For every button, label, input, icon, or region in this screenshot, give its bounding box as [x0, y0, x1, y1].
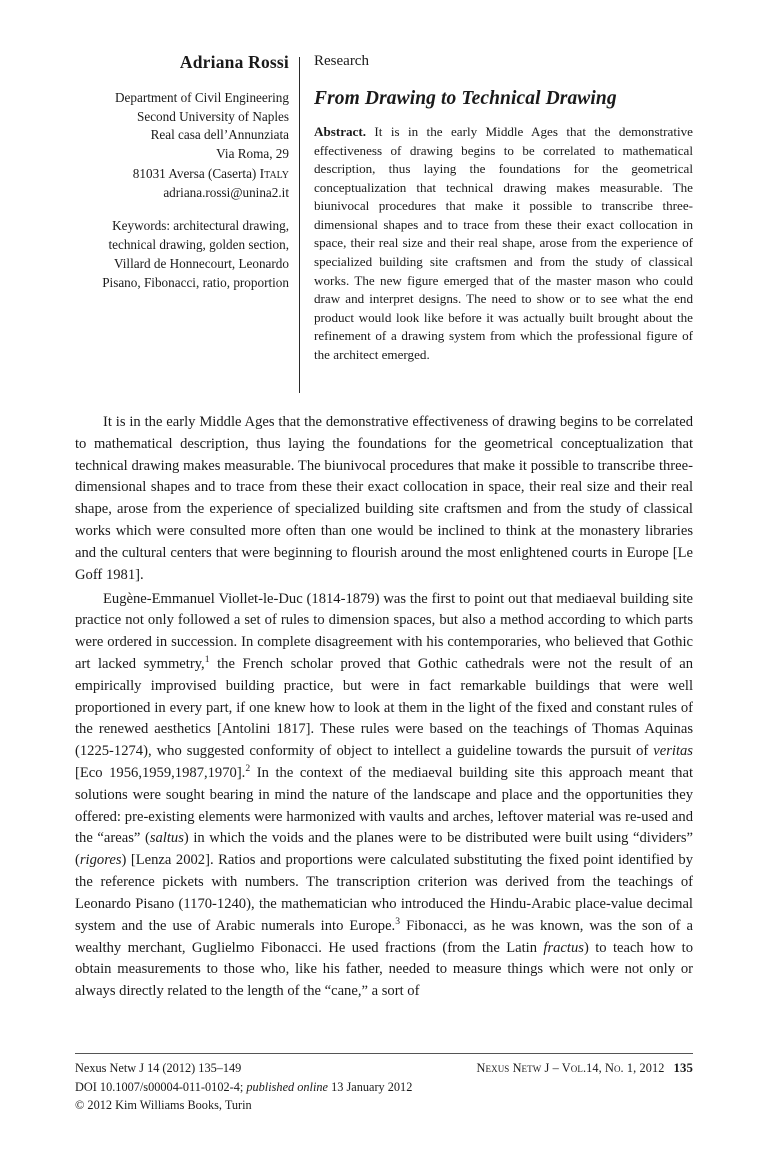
paragraph2-seg4: In the context of the mediaeval building site this approach meant that solutions were sought bearing in mind the nature of the landscape and place and the opportunities they offered: pre-existing elements were harmonized with vaults and arches, leftover material was re-used and the “areas” (: [75, 765, 693, 847]
affiliation-city-line: [75, 164, 289, 184]
footer-citation: Nexus Netw J 14 (2012) 135–149: [75, 1061, 242, 1075]
paragraph2-seg7: Fibonacci, as he was known, was the son of a wealthy merchant, Guglielmo Fibonacci. He used fractions (from the Latin: [75, 917, 694, 956]
abstract-text: It is in the early Middle Ages that the demonstrative effectiveness of drawing begins to be correlated to mathematical description, thus laying the foundations for the geometrical conceptualization that technical drawing makes measurable. The biunivocal procedures that make it possible to transcribe three-dimensional shapes and to trace from these their exact collocation in space, their real size and their real shape, arose from the experience of specialized building site craftsmen and from the study of classical works. The new figure emerged that of the master mason who could draw and interpret designs. The need to show or to see what the end product would look like before it was actually built brought about the refinement of a drawing system from which the professional figure of the architect emerged.: [314, 124, 693, 362]
body-paragraph-1: It is in the early Middle Ages that the demonstrative effectiveness of drawing begins to be correlated to mathematical description, thus laying the foundations for the geometrical conceptualization that technical drawing makes measurable. The biunivocal procedures that make it possible to transcribe three-dimensional shapes and to trace from these their exact collocation in space, their real size and their real shape, arose from the experience of specialized building site craftsmen and from the study of classical works which were consulted more often than one would be inclined to think at the monastery libraries and the cultural centers that were beginning to flourish around the most enlightened courts in Europe [Le Goff 1981].: [75, 414, 693, 583]
footer-copyright: © 2012 Kim Williams Books, Turin: [75, 1098, 252, 1113]
paragraph2-seg3: [Eco 1956,1959,1987,1970].: [75, 765, 246, 781]
affiliation-line: Second University of Naples: [137, 108, 289, 124]
author-block: [75, 52, 299, 292]
page-footer: [75, 1053, 693, 1114]
affiliation-line: Department of Civil Engineering: [115, 90, 289, 105]
abstract-block: [314, 123, 693, 364]
paragraph2-seg6: ) [Lenza 2002]. Ratios and proportions were calculated substituting the fixed point identified by the reference pickets with numbers. The transcription criterion was derived from the teachings of Leonardo Pisano (1170-1240), the mathematician who introduced the Hindu-Arabic place-value decimal system and the use of Arabic numerals into Europe.: [75, 852, 693, 934]
footer-divider: [75, 1053, 693, 1054]
doi-prefix: DOI 10.1007/s00004-011-0102-4;: [75, 1079, 247, 1094]
affiliation-line: Real casa dell’Annunziata: [150, 127, 289, 143]
footer-top-row: [75, 1059, 693, 1078]
article-header: [75, 52, 693, 393]
author-affiliation: [75, 89, 289, 202]
doi-published-online-label: published online: [246, 1079, 328, 1094]
doi-date: 13 January 2012: [328, 1079, 413, 1094]
latin-term-rigores: rigores: [79, 852, 122, 869]
country-text: Italy: [259, 165, 289, 181]
footer-doi-line: [75, 1078, 693, 1096]
paragraph2-seg1: Eugène-Emmanuel Viollet-le-Duc (1814-1879) was the first to point out that mediaeval building site practice not only followed a set of rules to dimension spaces, but also a method according to which parts were ordered in succession. In complete disagreement with his contemporaries, who believed that Gothic art lacked symmetry,: [75, 590, 693, 672]
author-email[interactable]: adriana.rossi@unina2.it: [163, 184, 289, 200]
paragraph2-seg8: ) to teach how to obtain measurements to those who, like his father, needed to measure things which were not only or always directly related to the length of the “cane,” a sort of: [75, 939, 693, 1000]
latin-term-veritas: veritas: [653, 743, 693, 760]
footnote-marker-1[interactable]: 1: [204, 654, 210, 666]
footnote-marker-3[interactable]: 3: [395, 915, 401, 927]
footnote-marker-2[interactable]: 2: [245, 763, 251, 775]
keywords-block: Keywords: architectural drawing, technical drawing, golden section, Villard de Honnecourt, Leonardo Pisano, Fibonacci, ratio, proportion: [102, 218, 289, 290]
abstract-label: Abstract.: [314, 124, 366, 140]
title-block: [300, 52, 693, 364]
body-paragraph-2: [75, 589, 693, 1003]
paragraph2-seg5: ) in which the voids and the planes were to be distributed were built using “dividers” (: [75, 830, 693, 869]
article-title: From Drawing to Technical Drawing: [314, 88, 617, 109]
footer-page-number: 135: [673, 1061, 693, 1075]
author-name: Adriana Rossi: [179, 52, 289, 72]
footer-journal-info: [477, 1059, 693, 1078]
affiliation-line: Via Roma, 29: [216, 146, 289, 162]
footer-journal-line: Nexus Netw J – Vol.14, No. 1, 2012: [476, 1061, 665, 1075]
latin-term-saltus: saltus: [149, 830, 184, 847]
article-body: [75, 412, 693, 1003]
city-text: 81031 Aversa (Caserta): [132, 165, 260, 181]
paragraph2-seg2: the French scholar proved that Gothic cathedrals were not the result of an empirically improvised building practice, but were in fact remarkable buildings that were well proportioned in every part, if one knew how to look at them in the light of the fixed and constant rules of the renewed aesthetics [Antolini 1817]. These rules were based on the teachings of Thomas Aquinas (1225-1274), who suggested conformity of object to intellect a guideline towards the pursuit of: [75, 655, 693, 760]
section-label: Research: [314, 53, 369, 69]
latin-term-fractus: fractus: [543, 939, 584, 956]
